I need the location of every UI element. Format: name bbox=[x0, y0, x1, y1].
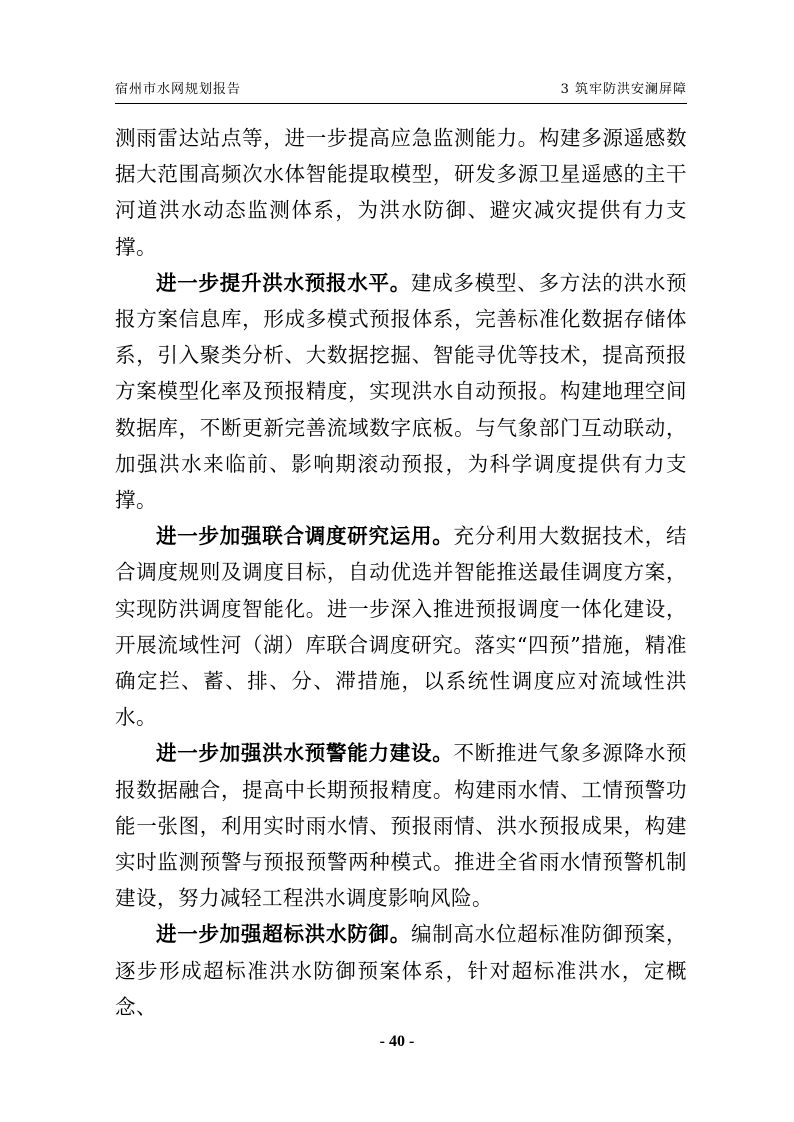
paragraph-continued bbox=[115, 120, 687, 265]
body-text bbox=[115, 120, 687, 1025]
header-chapter-title: 3 筑牢防洪安澜屏障 bbox=[560, 82, 687, 97]
page-number: - 40 - bbox=[379, 1033, 415, 1050]
paragraph-flood-warning bbox=[115, 735, 687, 916]
paragraph-text: 充分利用大数据技术，结合调度规则及调度目标，自动优选并智能推送最佳调度方案，实现防洪调度智能化。进一步深入推进预报调度一体化建设，开展流域性河（湖）库联合调度研究。落实“四预”措施，精准确定拦、蓄、排、分、滞措施，以系统性调度应对流域性洪水。 bbox=[115, 524, 687, 730]
paragraph-text: 编制高水位超标准防御预案，逐步形成超标准洪水防御预案体系，针对超标准洪水，定概念、 bbox=[115, 922, 687, 1019]
paragraph-text: 测雨雷达站点等，进一步提高应急监测能力。构建多源遥感数据大范围高频次水体智能提取模型，研发多源卫星遥感的主干河道洪水动态监测体系，为洪水防御、避灾减灾提供有力支撑。 bbox=[115, 126, 687, 259]
paragraph-heading: 进一步加强联合调度研究运用。 bbox=[156, 524, 454, 549]
header-report-title: 宿州市水网规划报告 bbox=[115, 82, 242, 97]
paragraph-joint-dispatch bbox=[115, 518, 687, 735]
paragraph-text: 建成多模型、多方法的洪水预报方案信息库，形成多模式预报体系，完善标准化数据存储体系，引入聚类分析、大数据挖掘、智能寻优等技术，提高预报方案模型化率及预报精度，实现洪水自动预报。构建地理空间数据库，不断更新完善流域数字底板。与气象部门互动联动，加强洪水来临前、影响期滚动预报，为科学调度提供有力支撑。 bbox=[115, 270, 687, 513]
running-header bbox=[115, 81, 687, 104]
paragraph-text: 不断推进气象多源降水预报数据融合，提高中长期预报精度。构建雨水情、工情预警功能一张图，利用实时雨水情、预报雨情、洪水预报成果，构建实时监测预警与预报预警两种模式。推进全省雨水情预警机制建设，努力减轻工程洪水调度影响风险。 bbox=[115, 741, 687, 911]
paragraph-forecast-level bbox=[115, 265, 687, 518]
paragraph-heading: 进一步加强洪水预警能力建设。 bbox=[156, 741, 454, 766]
paragraph-heading: 进一步加强超标洪水防御。 bbox=[156, 922, 411, 947]
paragraph-extreme-flood-defense bbox=[115, 916, 687, 1025]
paragraph-heading: 进一步提升洪水预报水平。 bbox=[156, 270, 411, 295]
